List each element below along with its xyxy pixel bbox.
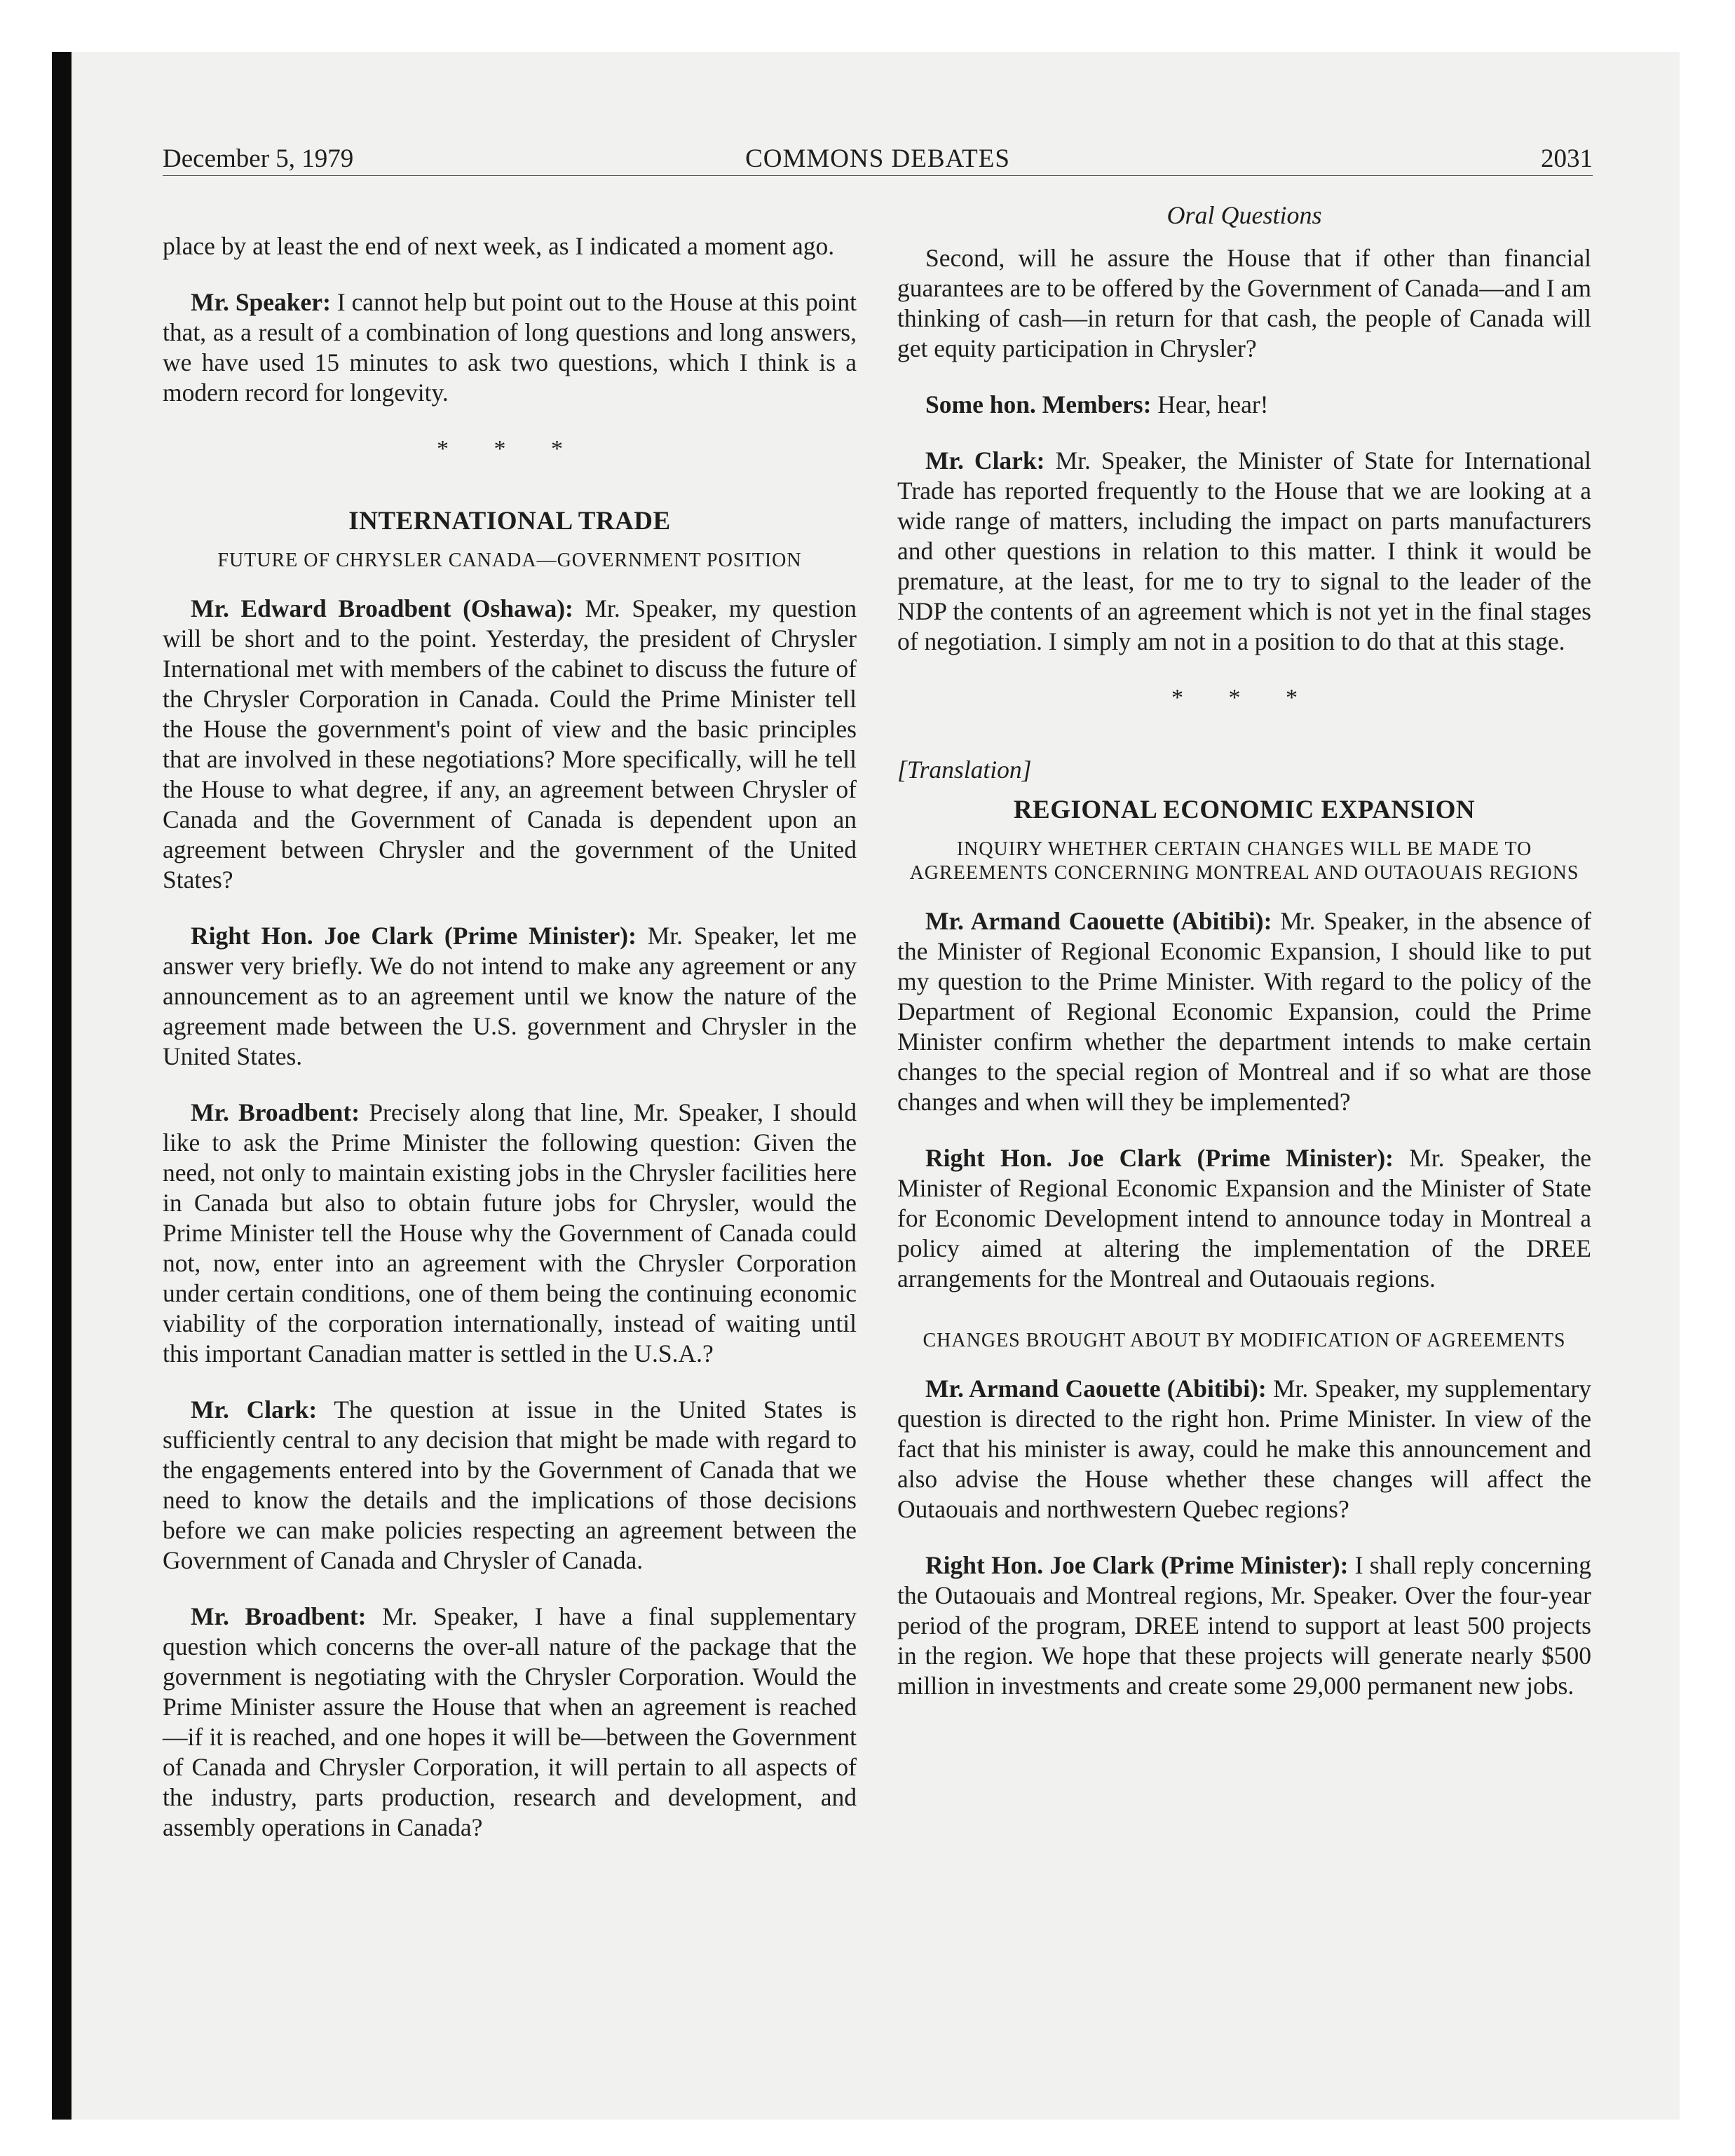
section-subheading: INQUIRY WHETHER CERTAIN CHANGES WILL BE MADE TO AGREEMENTS CONCERNING MONTREAL AND OUTAOUAIS REGIONS xyxy=(909,838,1579,884)
paragraph xyxy=(163,1602,857,1843)
header-title: COMMONS DEBATES xyxy=(745,144,1010,173)
right-column xyxy=(897,200,1591,1727)
speaker-name: Mr. Speaker: xyxy=(191,288,331,316)
speaker-name: Mr. Broadbent: xyxy=(191,1602,367,1630)
paragraph-text: I shall reply concerning the Outaouais and Montreal regions, Mr. Speaker. Over the four-year period of the program, DREE intend to support at least 500 projects in the region. We hope that these projects will generate nearly $500 million in investments and create some 29,000 permanent new jobs. xyxy=(897,1551,1591,1700)
paragraph-text: Mr. Speaker, my supplementary question is directed to the right hon. Prime Minister. In view of the fact that his minister is away, could he make this announcement and also advise the House whether these changes will affect the Outaouais and northwestern Quebec regions? xyxy=(897,1374,1591,1523)
speaker-name: Mr. Broadbent: xyxy=(191,1098,360,1126)
section-heading: INTERNATIONAL TRADE xyxy=(348,507,671,535)
paragraph xyxy=(897,1550,1591,1701)
speaker-name: Right Hon. Joe Clark (Prime Minister): xyxy=(191,922,637,950)
paragraph xyxy=(897,446,1591,657)
speaker-name: Mr. Clark: xyxy=(925,446,1045,475)
paragraph xyxy=(163,1395,857,1576)
left-column xyxy=(163,231,857,1869)
section-subheading: CHANGES BROUGHT ABOUT BY MODIFICATION OF AGREEMENTS xyxy=(923,1330,1566,1351)
speaker-name: Some hon. Members: xyxy=(925,390,1152,418)
paragraph xyxy=(897,390,1591,420)
header-date: December 5, 1979 xyxy=(163,144,354,173)
section-heading: REGIONAL ECONOMIC EXPANSION xyxy=(1013,796,1476,824)
paragraph xyxy=(897,1374,1591,1524)
section-marker: Oral Questions xyxy=(1166,201,1322,229)
page-number: 2031 xyxy=(1541,144,1593,173)
paragraph xyxy=(897,1143,1591,1294)
paragraph-text: The question at issue in the United States is sufficiently central to any decision that might be made with regard to the engagements entered into by the Government of Canada that we need to know the details and the implications of those decisions before we can make policies respecting an agreement between the Government of Canada and Chrysler of Canada. xyxy=(163,1396,857,1574)
translation-label: Translation xyxy=(906,756,1022,784)
paragraph-text: place by at least the end of next week, as I indicated a moment ago. xyxy=(163,232,835,260)
speaker-name: Mr. Edward Broadbent (Oshawa): xyxy=(191,594,573,622)
speaker-name: Mr. Armand Caouette (Abitibi): xyxy=(925,1374,1267,1403)
speaker-name: Right Hon. Joe Clark (Prime Minister): xyxy=(925,1551,1349,1579)
paragraph xyxy=(897,906,1591,1117)
paragraph-text: Mr. Speaker, my question will be short and to the point. Yesterday, the president of Chrysler International met with members of the cabinet to discuss the future of the Chrysler Corporation in Canada. Could the Prime Minister tell the House the government's point of view and the basic principles that are involved in these negotiations? More specifically, will he tell the House to what degree, if any, an agreement between Chrysler of Canada and the Government of Canada is dependent upon an agreement between Chrysler and the government of the United States? xyxy=(163,594,857,894)
paragraph xyxy=(163,594,857,895)
paragraph-text: Second, will he assure the House that if other than financial guarantees are to be offered by the Government of Canada—and I am thinking of cash—in return for that cash, the people of Canada will get equity participation in Chrysler? xyxy=(897,244,1591,362)
paragraph xyxy=(163,1098,857,1369)
section-separator: * * * xyxy=(437,436,583,462)
speaker-name: Mr. Clark: xyxy=(191,1396,318,1424)
paragraph-text: Mr. Speaker, the Minister of Regional Economic Expansion and the Minister of State for Economic Development intend to announce today in Montreal a policy aimed at altering the implementation of the DREE arrangements for the Montreal and Outaouais regions. xyxy=(897,1144,1591,1292)
paragraph-text: Mr. Speaker, I have a final supplementary question which concerns the over-all nature of the package that the government is negotiating with the Chrysler Corporation. Would the Prime Minister assure the House that when an agreement is reached—if it is reached, and one hopes it will be—between the Government of Canada and Chrysler Corporation, it will pertain to all aspects of the industry, parts production, research and development, and assembly operations in Canada? xyxy=(163,1602,857,1841)
paragraph-text: Precisely along that line, Mr. Speaker, I should like to ask the Prime Minister the following question: Given the need, not only to maintain existing jobs in the Chrysler facilities here in Canada but also to obtain future jobs for Chrysler, would the Prime Minister tell the House why the Government of Canada could not, now, enter into an agreement with the Chrysler Corporation under certain conditions, one of them being the continuing economic viability of the corporation internationally, instead of waiting until this important Canadian matter is settled in the U.S.A.? xyxy=(163,1098,857,1367)
paragraph-text: Hear, hear! xyxy=(1151,390,1269,418)
paragraph-text: Mr. Speaker, the Minister of State for International Trade has reported frequently to the House that we are looking at a wide range of matters, including the impact on parts manufacturers and other questions in relation to this matter. I think it would be premature, at the least, for me to try to signal to the leader of the NDP the contents of an agreement which is not yet in the final stages of negotiation. I simply am not in a position to do that at this stage. xyxy=(897,446,1592,655)
speaker-name: Right Hon. Joe Clark (Prime Minister): xyxy=(925,1144,1394,1172)
section-separator: * * * xyxy=(1171,685,1317,711)
paragraph-text: I cannot help but point out to the House at this point that, as a result of a combination of long questions and long answers, we have used 15 minutes to ask two questions, which I think is a modern record for longevity. xyxy=(163,288,857,407)
paragraph xyxy=(897,243,1591,364)
header-rule xyxy=(163,175,1593,176)
paragraph xyxy=(163,287,857,408)
paragraph xyxy=(163,231,857,261)
speaker-name: Mr. Armand Caouette (Abitibi): xyxy=(925,907,1272,935)
paragraph-text: Mr. Speaker, in the absence of the Minister of Regional Economic Expansion, I should like to put my question to the Prime Minister. With regard to the policy of the Department of Regional Economic Expansion, could the Prime Minister confirm whether the department intends to make certain changes to the special region of Montreal and if so what are those changes and when will they be implemented? xyxy=(897,907,1591,1116)
paragraph xyxy=(163,921,857,1072)
running-head xyxy=(163,142,1593,177)
paragraph-text: Mr. Speaker, let me answer very briefly. We do not intend to make any agreement or any announcement as to an agreement until we know the nature of the agreement made between the U.S. government and Chrysler in the United States. xyxy=(163,922,857,1070)
scan-binding-edge xyxy=(52,52,72,2120)
translation-marker: [Translation] xyxy=(897,756,1032,784)
section-subheading: FUTURE OF CHRYSLER CANADA—GOVERNMENT POSITION xyxy=(217,550,802,571)
